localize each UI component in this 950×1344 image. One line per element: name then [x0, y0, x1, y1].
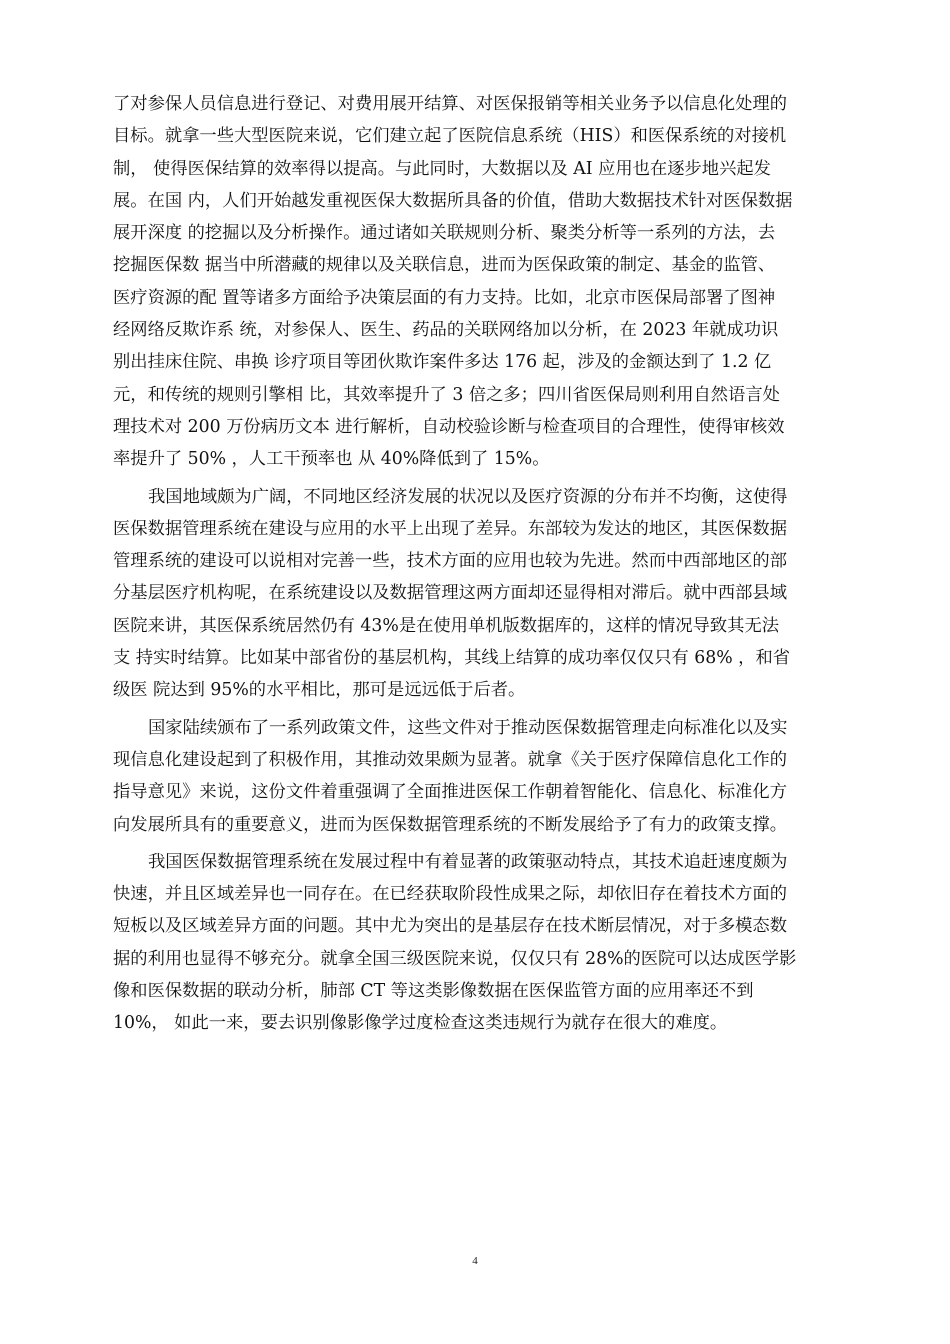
text-line: 元，和传统的规则引擎相 比，其效率提升了 3 倍之多；四川省医保局则利用自然语言处	[113, 384, 780, 405]
text-line: 像和医保数据的联动分析，肺部 CT 等这类影像数据在医保监管方面的应用率还不到	[113, 981, 754, 1002]
text-line: 我国医保数据管理系统在发展过程中有着显著的政策驱动特点，其技术追赶速度颇为	[148, 851, 788, 872]
text-line: 我国地域颇为广阔，不同地区经济发展的状况以及医疗资源的分布并不均衡，这使得	[148, 486, 788, 507]
text-line: 据的利用也显得不够充分。就拿全国三级医院来说，仅仅只有 28%的医院可以达成医学影	[113, 948, 797, 969]
text-line: 挖掘医保数 据当中所潜藏的规律以及关联信息，进而为医保政策的制定、基金的监管、	[113, 255, 776, 276]
text-line: 医保数据管理系统在建设与应用的水平上出现了差异。东部较为发达的地区，其医保数据	[113, 518, 787, 539]
text-line: 级医 院达到 95%的水平相比，那可是远远低于后者。	[113, 680, 526, 701]
text-line: 国家陆续颁布了一系列政策文件，这些文件对于推动医保数据管理走向标准化以及实	[148, 717, 788, 738]
text-line: 向发展所具有的重要意义，进而为医保数据管理系统的不断发展给予了有力的政策支撑。	[113, 814, 787, 835]
page-number: 4	[472, 1255, 478, 1267]
text-line: 理技术对 200 万份病历文本 进行解析，自动校验诊断与检查项目的合理性，使得审核效	[113, 416, 785, 437]
text-line: 10%， 如此一来，要去识别像影像学过度检查这类违规行为就存在很大的难度。	[113, 1013, 728, 1034]
paragraph-3	[113, 712, 871, 841]
text-line: 率提升了 50% ，人工干预率也 从 40%降低到了 15%。	[113, 449, 550, 470]
text-line: 支 持实时结算。比如某中部省份的基层机构，其线上结算的成功率仅仅只有 68% ，和省	[113, 648, 791, 669]
paragraph-2	[113, 481, 871, 707]
text-line: 医疗资源的配 置等诸多方面给予决策层面的有力支持。比如，北京市医保局部署了图神	[113, 287, 776, 308]
text-line: 制， 使得医保结算的效率得以提高。与此同时，大数据以及 AI 应用也在逐步地兴起发	[113, 158, 771, 179]
text-line: 分基层医疗机构呢，在系统建设以及数据管理这两方面却还显得相对滞后。就中西部县域	[113, 583, 787, 604]
text-line: 目标。就拿一些大型医院来说，它们建立起了医院信息系统（HIS）和医保系统的对接机	[113, 126, 787, 147]
paragraph-1	[113, 88, 871, 476]
text-line: 快速，并且区域差异也一同存在。在已经获取阶段性成果之际，却依旧存在着技术方面的	[113, 884, 787, 905]
document-body	[113, 88, 871, 1040]
text-line: 短板以及区域差异方面的问题。其中尤为突出的是基层存在技术断层情况，对于多模态数	[113, 916, 787, 937]
text-line: 指导意见》来说，这份文件着重强调了全面推进医保工作朝着智能化、信息化、标准化方	[113, 782, 787, 803]
text-line: 经网络反欺诈系 统，对参保人、医生、药品的关联网络加以分析，在 2023 年就成功识	[113, 320, 779, 341]
text-line: 展。在国 内，人们开始越发重视医保大数据所具备的价值，借助大数据技术针对医保数据	[113, 190, 793, 211]
text-line: 现信息化建设起到了积极作用，其推动效果颇为显著。就拿《关于医疗保障信息化工作的	[113, 749, 787, 770]
text-line: 管理系统的建设可以说相对完善一些，技术方面的应用也较为先进。然而中西部地区的部	[113, 551, 787, 572]
text-line: 别出挂床住院、串换 诊疗项目等团伙欺诈案件多达 176 起，涉及的金额达到了 1.2 亿	[113, 352, 772, 373]
paragraph-4	[113, 846, 871, 1040]
text-line: 了对参保人员信息进行登记、对费用展开结算、对医保报销等相关业务予以信息化处理的	[113, 94, 787, 114]
text-line: 展开深度 的挖掘以及分析操作。通过诸如关联规则分析、聚类分析等一系列的方法，去	[113, 223, 776, 244]
text-line: 医院来讲，其医保系统居然仍有 43%是在使用单机版数据库的，这样的情况导致其无法	[113, 615, 780, 636]
